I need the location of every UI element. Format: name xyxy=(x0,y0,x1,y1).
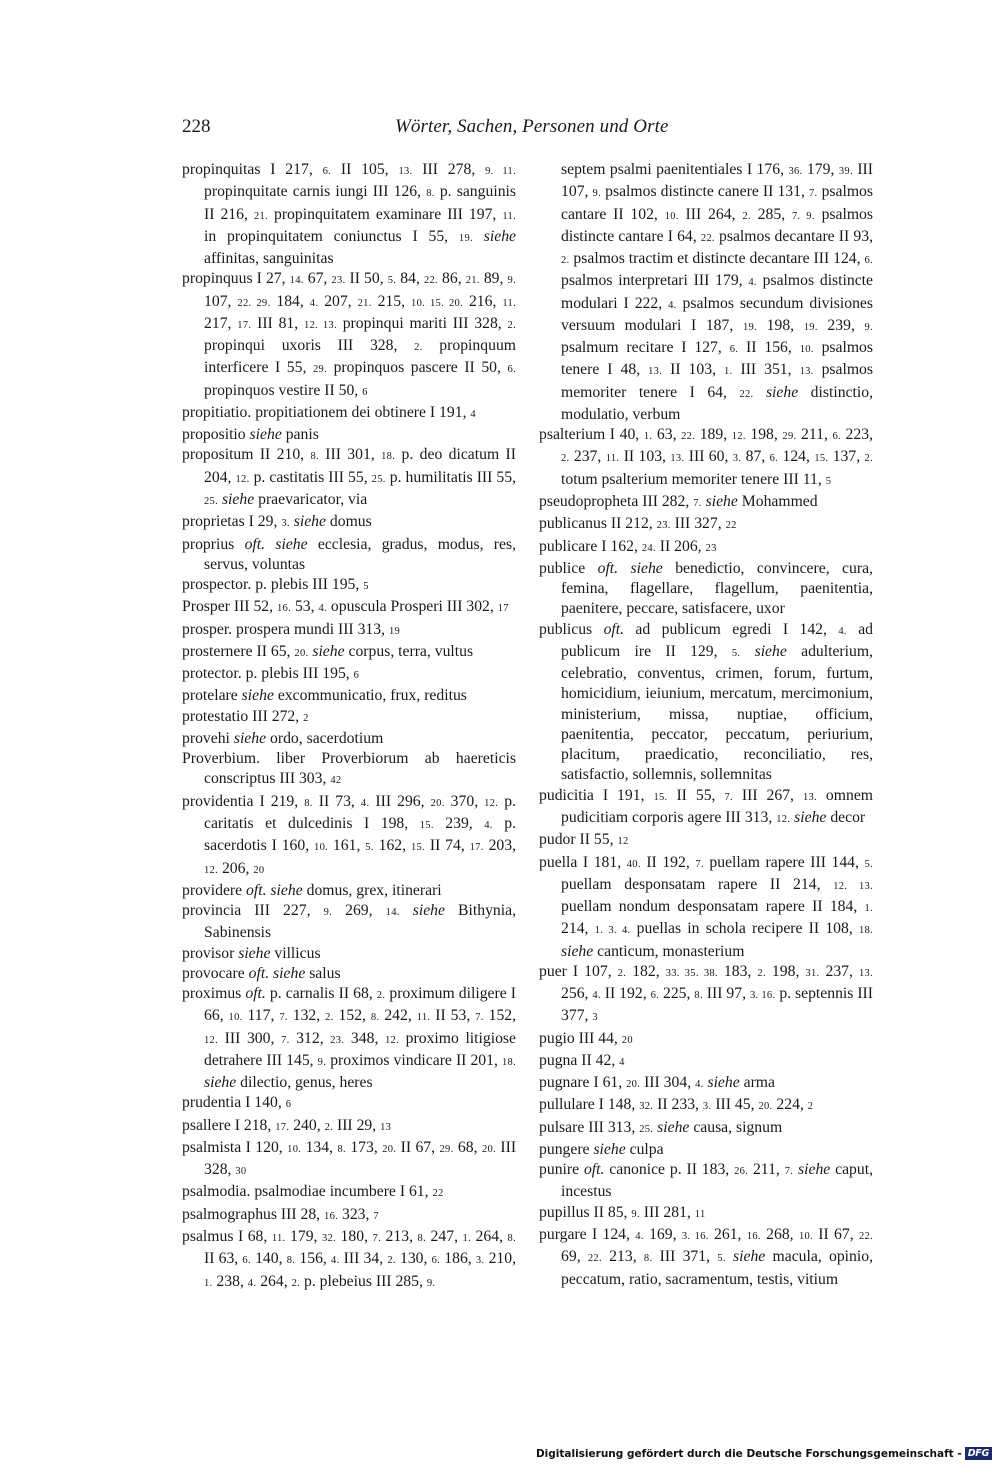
index-entry: Proverbium. liber Proverbiorum ab haereticis conscriptus III 303, 42 xyxy=(182,750,516,788)
index-entry: propinquus I 27, 14. 67, 23. II 50, 5. 84, 22. 86, 21. 89, 9. 107, 22. 29. 184, 4. 207, 21. 215, 10. 15. 20. 216, 11. 217, 17. III 81, 12. 13. propinqui mariti III 328, 2. propinqui uxoris III 328, 2. propinquum interficere I 55, 29. propinquos pascere II 50, 6. propinquos vestire II 50, 6 xyxy=(182,270,517,399)
index-entry: pudicitia I 191, 15. II 55, 7. III 267, 13. omnem pudicitiam corporis agere III 313, 12. siehe decor xyxy=(539,786,873,826)
index-entry: pungere siehe culpa xyxy=(539,1140,664,1158)
index-entry: proximus oft. p. carnalis II 68, 2. proximum diligere I 66, 10. 117, 7. 132, 2. 152, 8. 242, 11. II 53, 7. 152, 12. III 300, 7. 312, 23. 348, 12. proximo litigiose detrahere III 145, 9. proximos vindicare II 201, 18. siehe dilectio, genus, heres xyxy=(182,985,517,1092)
index-entry: publicare I 162, 24. II 206, 23 xyxy=(539,537,717,555)
index-entry: prospector. p. plebis III 195, 5 xyxy=(182,576,369,594)
index-entry: prudentia I 140, 6 xyxy=(182,1094,292,1112)
index-entry: protelare siehe excommunicatio, frux, reditus xyxy=(182,687,467,705)
index-entry: propositum II 210, 8. III 301, 18. p. deo dicatum II 204, 12. p. castitatis III 55, 25. p. humilitatis III 55, 25. siehe praevaricator, via xyxy=(182,446,517,508)
index-entry: protector. p. plebis III 195, 6 xyxy=(182,665,360,683)
index-entry: pullulare I 148, 32. II 233, 3. III 45, 20. 224, 2 xyxy=(539,1096,814,1114)
index-entry: propinquitas I 217, 6. II 105, 13. III 278, 9. 11. propinquitate carnis iungi III 126, 8. p. sanguinis II 216, 21. propinquitatem examinare III 197, 11. in propinquitatem coniunctus I 55, 19. siehe affinitas, sanguinitas xyxy=(182,161,517,268)
index-entry: providere oft. siehe domus, grex, itinerari xyxy=(182,881,442,899)
index-entry: propitiatio. propitiationem dei obtinere I 191, 4 xyxy=(182,403,476,421)
index-entry: publicus oft. ad publicum egredi I 142, 4. ad publicum ire II 129, 5. siehe adulterium, celebratio, conventus, crimen, forum, furtum, homicidium, ieiunium, mercatum, mercimonium, ministerium, missa, nuptiae, officium, paenitentia, peccator, peccatum, periurium, placitum, praedicatio, reconciliatio, res, satisfactio, sollemnis, sollemnitas xyxy=(539,620,874,784)
index-entry: psalmodia. psalmodiae incumbere I 61, 22 xyxy=(182,1183,444,1201)
index-entry: pseudopropheta III 282, 7. siehe Mohammed xyxy=(539,492,818,510)
credit-text: Digitalisierung gefördert durch die Deutsche Forschungsgemeinschaft - xyxy=(535,1447,962,1460)
index-entry: pudor II 55, 12 xyxy=(539,831,629,849)
index-entry: punire oft. canonice p. II 183, 26. 211, 7. siehe caput, incestus xyxy=(539,1161,874,1201)
index-entry: puer I 107, 2. 182, 33. 35. 38. 183, 2. 198, 31. 237, 13. 256, 4. II 192, 6. 225, 8. III 97, 3. 16. p. septennis III 377, 3 xyxy=(539,962,874,1025)
index-entry: psalterium I 40, 1. 63, 22. 189, 12. 198, 29. 211, 6. 223, 2. 237, 11. II 103, 13. III 60, 3. 87, 6. 124, 15. 137, 2. totum psalterium memoriter tenere III 11, 5 xyxy=(539,426,874,488)
index-entry: psalmographus III 28, 16. 323, 7 xyxy=(182,1205,379,1223)
index-entry: propositio siehe panis xyxy=(182,426,319,444)
index-entry: pupillus II 85, 9. III 281, 11 xyxy=(539,1203,706,1221)
index-entry: Prosper III 52, 16. 53, 4. opuscula Prosperi III 302, 17 xyxy=(182,598,509,616)
index-entry: provincia III 227, 9. 269, 14. siehe Bithynia, Sabinensis xyxy=(182,902,517,942)
index-entry: prosper. prospera mundi III 313, 19 xyxy=(182,620,401,638)
page-number: 228 xyxy=(182,116,211,137)
index-entry: psallere I 218, 17. 240, 2. III 29, 13 xyxy=(182,1116,392,1134)
index-entry: pugna II 42, 4 xyxy=(539,1051,625,1069)
index-entry: publice oft. siehe benedictio, convincere, cura, femina, flagellare, flagellum, paenitentia, paenitere, peccare, satisfacere, uxor xyxy=(539,559,873,618)
index-entry: provisor siehe villicus xyxy=(182,944,321,962)
index-entry: septem psalmi paenitentiales I 176, 36. 179, 39. III 107, 9. psalmos distincte canere II 131, 7. psalmos cantare II 102, 10. III 264, 2. 285, 7. 9. psalmos distincte cantare I 64, 22. psalmos decantare II 93, 2. psalmos tractim et distincte decantare III 124, 6. psalmos interpretari III 179, 4. psalmos distincte modulari I 222, 4. psalmos secundum divisiones versuum modulari I 187, 19. 198, 19. 239, 9. psalmum recitare I 127, 6. II 156, 10. psalmos tenere I 48, 13. II 103, 1. III 351, 13. psalmos memoriter tenere I 64, 22. siehe distinctio, modulatio, verbum xyxy=(561,161,874,423)
index-entry: proprius oft. siehe ecclesia, gradus, modus, res, servus, voluntas xyxy=(182,535,516,573)
digitization-credit xyxy=(536,1447,992,1460)
index-entry: publicanus II 212, 23. III 327, 22 xyxy=(539,515,737,533)
index-entry: providentia I 219, 8. II 73, 4. III 296, 20. 370, 12. p. caritatis et dulcedinis I 198, 15. 239, 4. p. sacerdotis I 160, 10. 161, 5. 162, 15. II 74, 17. 203, 12. 206, 20 xyxy=(182,792,517,877)
running-title: Wörter, Sachen, Personen und Orte xyxy=(395,116,669,137)
index-entry: proprietas I 29, 3. siehe domus xyxy=(182,513,372,531)
index-entry: pugio III 44, 20 xyxy=(539,1029,633,1047)
index-entry: provehi siehe ordo, sacerdotium xyxy=(182,729,384,747)
index-entry: puella I 181, 40. II 192, 7. puellam rapere III 144, 5. puellam desponsatam rapere II 214, 12. 13. puellam nondum desponsatam rapere II 184, 1. 214, 1. 3. 4. puellas in schola recipere II 108, 18. siehe canticum, monasterium xyxy=(539,853,874,960)
index-column-right xyxy=(539,160,873,1290)
index-column-left xyxy=(182,160,516,1294)
index-entry: psalmus I 68, 11. 179, 32. 180, 7. 213, 8. 247, 1. 264, 8. II 63, 6. 140, 8. 156, 4. III 34, 2. 130, 6. 186, 3. 210, 1. 238, 4. 264, 2. p. plebeius III 285, 9. xyxy=(182,1228,517,1290)
dfg-logo: DFG xyxy=(965,1447,992,1460)
index-entry: purgare I 124, 4. 169, 3. 16. 261, 16. 268, 10. II 67, 22. 69, 22. 213, 8. III 371, 5. siehe macula, opinio, peccatum, ratio, sacramentum, testis, vitium xyxy=(539,1226,874,1288)
index-entry: protestatio III 272, 2 xyxy=(182,707,309,725)
index-entry: prosternere II 65, 20. siehe corpus, terra, vultus xyxy=(182,642,474,660)
index-entry: pugnare I 61, 20. III 304, 4. siehe arma xyxy=(539,1074,775,1092)
index-entry: provocare oft. siehe salus xyxy=(182,964,341,982)
index-entry: pulsare III 313, 25. siehe causa, signum xyxy=(539,1118,783,1136)
index-entry: psalmista I 120, 10. 134, 8. 173, 20. II 67, 29. 68, 20. III 328, 30 xyxy=(182,1138,517,1179)
